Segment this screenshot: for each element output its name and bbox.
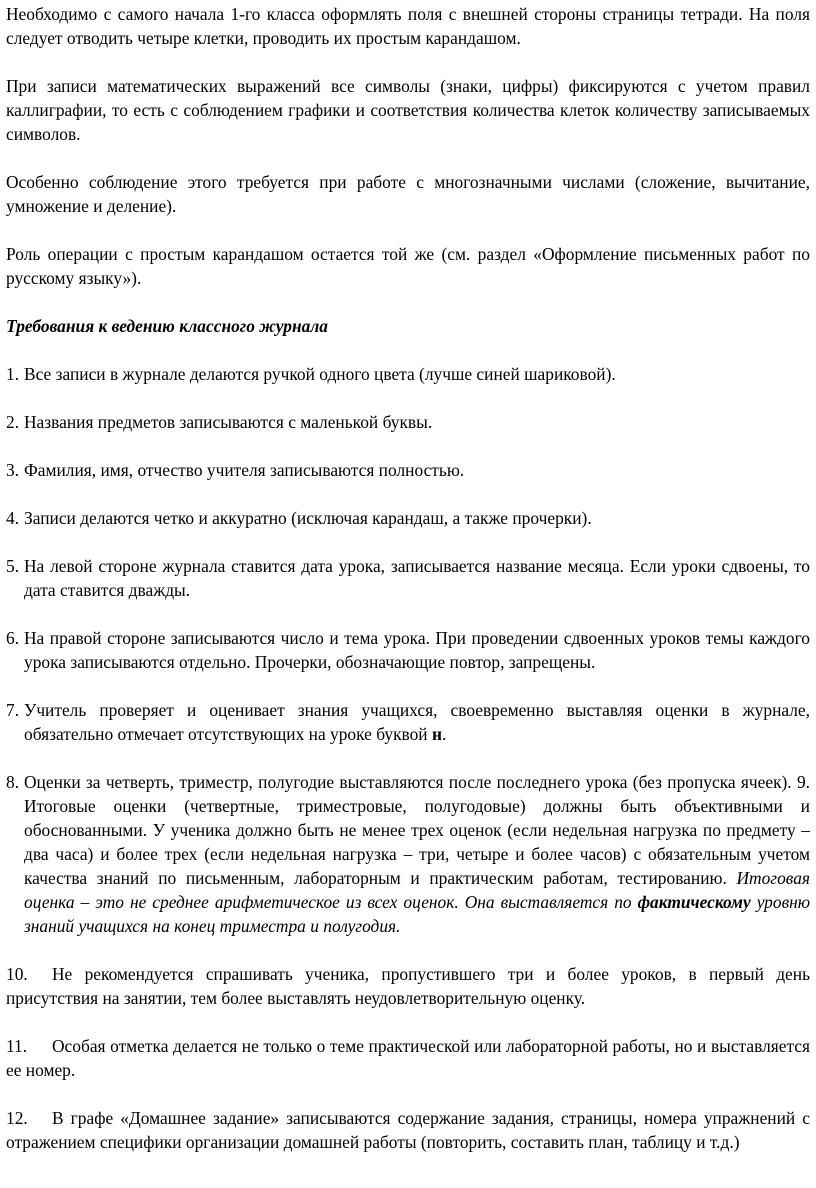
list-item-number: 5.: [6, 556, 20, 576]
list-item-text: Названия предметов записываются с маленькой буквы.: [24, 412, 433, 432]
list-item-8: [6, 770, 810, 938]
list-item-4: [6, 506, 810, 530]
list-item-7: [6, 698, 810, 746]
list-item-text: [24, 770, 810, 938]
list-item-3: [6, 458, 810, 482]
list-item-number: 10.: [6, 964, 28, 984]
list-item-number: 6.: [6, 628, 20, 648]
list-item-text: На левой стороне журнала ставится дата урока, записывается название месяца. Если уроки сдвоены, то дата ставится дважды.: [24, 556, 810, 600]
list-item-number: 11.: [6, 1036, 28, 1056]
list-item-text: Не рекомендуется спрашивать ученика, пропустившего три и более уроков, в первый день присутствия на занятии, тем более выставлять неудовлетворительную оценку.: [6, 964, 810, 1008]
list-item-text: Особая отметка делается не только о теме практической или лабораторной работы, но и выставляется ее номер.: [6, 1036, 810, 1080]
absence-letter: н: [431, 724, 442, 744]
italic-note-2: уровню знаний учащихся на конец триместра и полугодия.: [24, 892, 811, 936]
list-item-text-end: .: [442, 724, 447, 744]
list-item-10: [6, 962, 810, 1010]
list-item-text-main: Учитель проверяет и оценивает знания учащихся, своевременно выставляя оценки в журнале, обязательно отмечает отсутствующих на уроке буквой: [24, 700, 810, 744]
list-item-2: [6, 410, 810, 434]
list-item-text: В графе «Домашнее задание» записываются содержание задания, страницы, номера упражнений с отражением специфики организации домашней работы (повторить, составить план, таблицу и т.д.): [6, 1108, 810, 1152]
list-item-5: [6, 554, 810, 602]
list-item-11: [6, 1034, 810, 1082]
list-item-6: [6, 626, 810, 674]
list-item-number: 12.: [6, 1108, 28, 1128]
list-item-1: [6, 362, 810, 386]
list-item-12: [6, 1106, 810, 1154]
list-item-text-main: Оценки за четверть, триместр, полугодие выставляются после последнего урока (без пропуска ячеек). 9. Итоговые оценки (четвертные, триместровые, полугодовые) должны быть объективными и обоснованными. У ученика должно быть не менее трех оценок (если недельная нагрузка по предмету – два часа) и более трех (если недельная нагрузка – три, четыре и более часов) с обязательным учетом качества знаний по письменным, лабораторным и практическим работам, тестированию.: [24, 772, 810, 888]
bold-italic-emphasis: фактическому: [637, 892, 751, 912]
intro-paragraph-3: Особенно соблюдение этого требуется при работе с многозначными числами (сложение, вычитание, умножение и деление).: [6, 172, 810, 216]
italic-note-1: Итоговая оценка – это не среднее арифметическое из всех оценок. Она выставляется по: [24, 868, 810, 912]
intro-paragraph-1: Необходимо с самого начала 1-го класса оформлять поля с внешней стороны страницы тетради. На поля следует отводить четыре клетки, проводить их простым карандашом.: [6, 4, 810, 48]
intro-paragraph-2: При записи математических выражений все символы (знаки, цифры) фиксируются с учетом правил каллиграфии, то есть с соблюдением графики и соответствия количества клеток количеству записываемых символов.: [6, 76, 810, 144]
list-item-number: 3.: [6, 460, 20, 480]
list-item-text: Записи делаются четко и аккуратно (исключая карандаш, а также прочерки).: [24, 508, 592, 528]
list-item-number: 8.: [6, 772, 20, 792]
list-item-number: 4.: [6, 508, 20, 528]
intro-paragraph-4: Роль операции с простым карандашом остается той же (см. раздел «Оформление письменных работ по русскому языку»).: [6, 244, 810, 288]
list-item-text: Все записи в журнале делаются ручкой одного цвета (лучше синей шариковой).: [24, 364, 616, 384]
list-item-number: 1.: [6, 364, 20, 384]
list-item-text: [24, 698, 810, 746]
list-item-text: Фамилия, имя, отчество учителя записываются полностью.: [24, 460, 465, 480]
list-item-text: На правой стороне записываются число и тема урока. При проведении сдвоенных уроков темы каждого урока записываются отдельно. Прочерки, обозначающие повтор, запрещены.: [24, 628, 810, 672]
list-item-number: 2.: [6, 412, 20, 432]
section-heading: Требования к ведению классного журнала: [6, 316, 328, 336]
list-item-number: 7.: [6, 700, 20, 720]
